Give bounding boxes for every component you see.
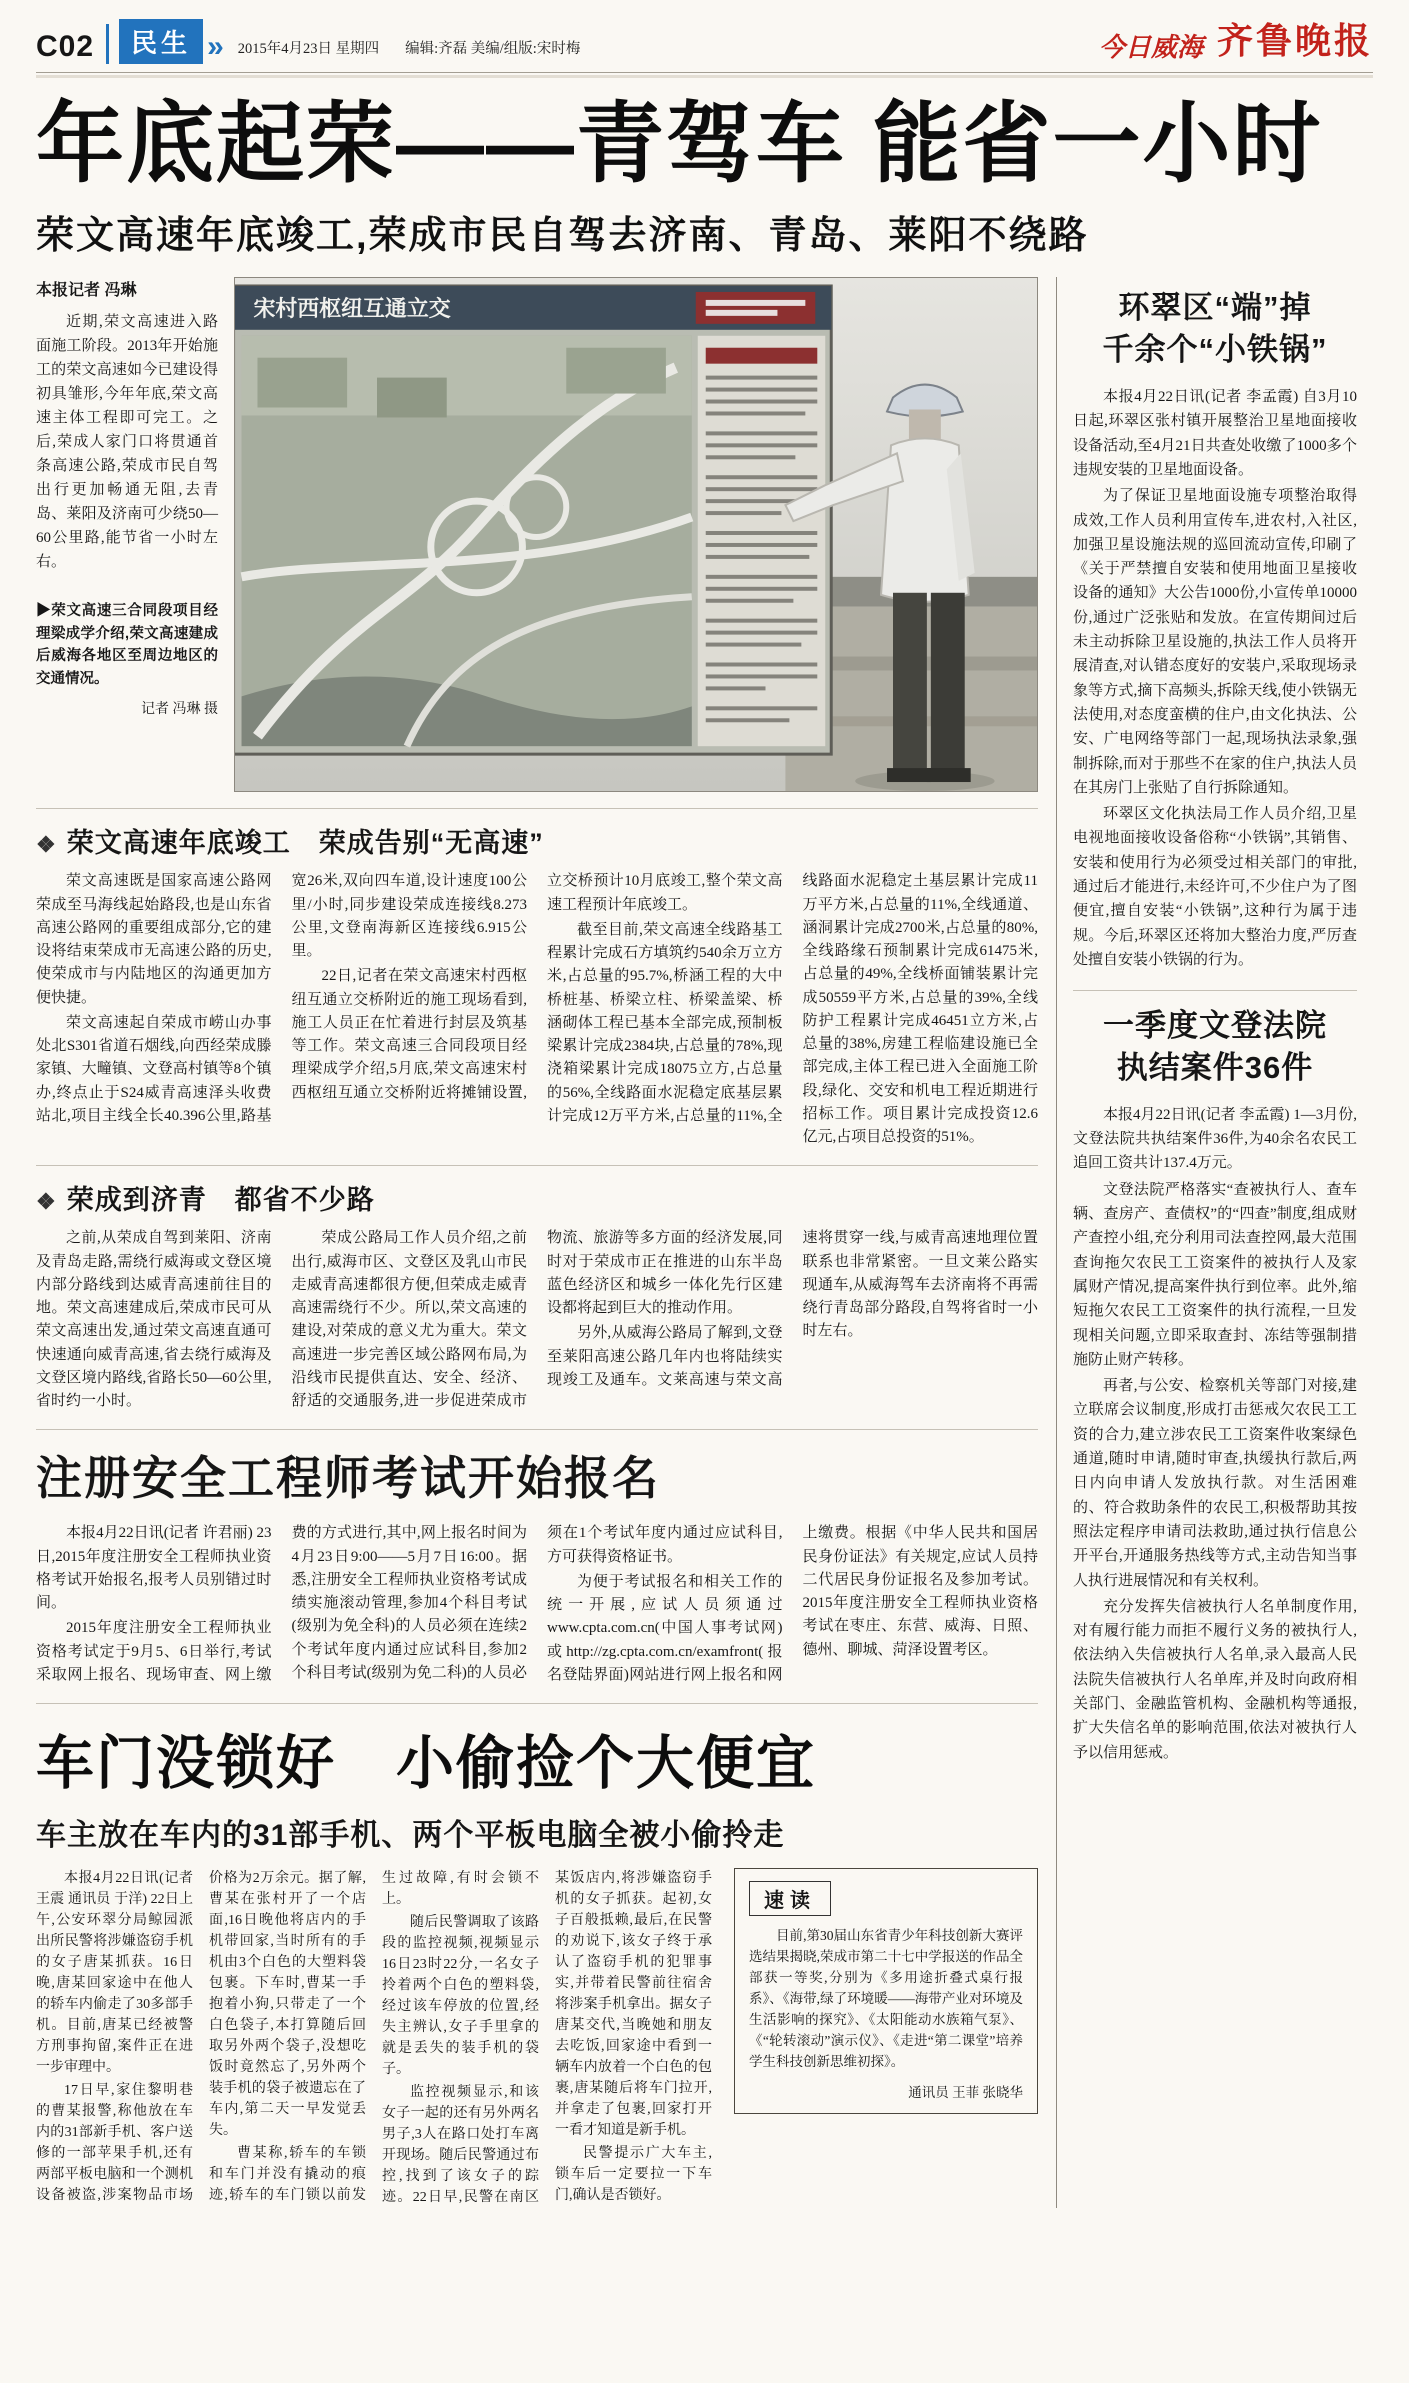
lead-photo-illustration — [235, 278, 1037, 791]
section-title: 注册安全工程师考试开始报名 — [36, 1452, 660, 1505]
lead-intro: 近期,荣文高速进入路面施工阶段。2013年开始施工的荣文高速如今已建设得初具雏形,今年年底,荣文高速主体工程即可完工。之后,荣成人家门口将贯通首条高速公路,荣成市民自驾出行更加畅通无阻,去青岛、莱阳及济南可少绕50—60公里路,能节省一小时左右。 — [36, 314, 218, 571]
section-body — [36, 1522, 1038, 1687]
body-paragraph: 17日早,家住黎明巷的曹某报警,称他放在车内的31部新手机、客户送修的一部苹果手机,还有两部平板电脑和一个测机设备被盗,涉案物品市场价格为2万余元。据了解,曹某在张村开了一个店面,16日晚他将店内的手机带回家,当时所有的手机由3个白色的大塑料袋包裹。下车时,曹某一手抱着小狗,只带走了一个白色袋子,本打算随后回取另外两个袋子,没想吃饭时竟然忘了,另外两个装手机的袋子被遗忘在了车内,第二天一早发觉丢失。 — [36, 1871, 366, 2204]
body-paragraph: 为了保证卫星地面设施专项整治取得成效,工作人员利用宣传车,进农村,入社区,加强卫星设施法规的巡回流动宣传,印刷了《关于严禁擅自安装和使用地面卫星接收设备的通知》大公告1000份,小宣传单10000份,通过广泛张贴和发放。在宣传期间过后未主动拆除卫星设施的,执法工作人员将开展清查,对认错态度好的安装户,采取现场录象等方式,摘下高频头,拆除天线,使小铁锅无法使用,对态度蛮横的住户,由文化执法、公安、广电网络等部门一起,现场执法录象,强制拆除,而对于那些不在家的住户,执法人员在其房门上张贴了自行拆除通知。 — [1073, 488, 1357, 796]
title-line: 一季度文登法院 — [1103, 1008, 1327, 1044]
body-paragraph: 再者,与公安、检察机关等部门对接,建立联席会议制度,形成打击惩戒欠农民工工资的合力,建立涉农民工工资案件收案绿色通道,随时申请,随时审查,执缓执行款后,两日内向申请人发放执行款。对生活困难的、符合救助条件的农民工,积极帮助其按照法定程序申请司法救助,通过执行信息公开平台,开通服务热线等方式,主动告知当事人执行进展情况和有关权利。 — [1073, 1378, 1357, 1589]
chevrons-icon: » — [207, 30, 224, 63]
body-paragraph: 本报4月22日讯(记者 王震 通讯员 于洋) 22日上午,公安环翠分局鲸园派出所民警将涉嫌盗窃手机的女子唐某抓获。16日晚,唐某回家途中在他人的轿车内偷走了30多部手机。目前,唐某已经被警方刑事拘留,案件正在进一步审理中。 — [36, 1871, 193, 2076]
billboard-label: 宋村西枢纽互通立交 — [253, 296, 451, 322]
section-divider — [36, 1703, 1038, 1704]
body-paragraph: 为便于考试报名和相关工作的统一开展,应试人员须通过www.cpta.com.cn(中国人事考试网)或http://zg.cpta.com.cn/examfront(报名登陆界面)网站进行网上报名和网上缴费。根据《中华人民共和国居民身份证法》有关规定,应试人员持二代居民身份证报名及参加考试。2015年度注册安全工程师执业资格考试在枣庄、东营、威海、日照、德州、聊城、菏泽设置考区。 — [547, 1525, 1038, 1683]
photo-billboard — [235, 286, 831, 754]
sidebar-article-title — [1073, 1005, 1357, 1089]
quick-read-body: 目前,第30届山东省青少年科技创新大赛评选结果揭晓,荣成市第二十七中学报送的作品全部获一等奖,分别为《多用途折叠式桌行报系》、《海带,绿了环境暖——海带产业对环境及生活影响的探究》、《太阳能动水族箱气泵》、《“轮转滚动”演示仪》、《走进“第二课堂”培养学生科技创新思维初探》。 — [749, 1928, 1023, 2069]
sidebar-column — [1056, 277, 1357, 2208]
section-highway-completion — [36, 821, 1038, 1149]
sidebar-article-satellite-dishes — [1073, 287, 1357, 972]
quick-read-signature: 通讯员 王菲 张晓华 — [908, 2084, 1023, 2100]
section-body-row — [36, 1868, 1038, 2208]
body-paragraph: 本报4月22日讯(记者 许君丽) 23日,2015年度注册安全工程师执业资格考试开始报名,报考人员别错过时间。 — [36, 1525, 272, 1612]
photo-caption: ▶荣文高速三合同段项目经理梁成学介绍,荣文高速建成后威海各地区至周边地区的交通情况。 — [36, 603, 218, 687]
brand — [1099, 13, 1373, 64]
lead-headline: 年底起荣——青驾车 能省一小时 — [36, 94, 1323, 193]
body-paragraph: 22日,记者在荣文高速宋村西枢纽互通立交桥附近的施工现场看到,施工人员正在忙着进行封层及筑基等工作。荣文高速三合同段项目经理梁成学介绍,5月底,荣文高速宋村西枢纽互通立交桥附近将摊铺设置,立交桥预计10月底竣工,整个荣文高速工程预计年底竣工。 — [291, 873, 783, 1101]
byline: 本报记者 冯琳 — [36, 282, 137, 300]
editors-credit: 编辑:齐磊 美编/组版:宋时梅 — [405, 41, 581, 57]
body-paragraph: 民警提示广大车主,锁车后一定要拉一下车门,确认是否锁好。 — [555, 2146, 712, 2204]
section-divider — [36, 1165, 1038, 1166]
masthead-rule-light — [36, 75, 1373, 78]
section-title: 车门没锁好 小偷捡个大便宜 — [36, 1731, 817, 1797]
section-marker-icon: ❖ — [36, 832, 57, 858]
sidebar-divider — [1073, 990, 1357, 991]
title-line: 环翠区“端”掉 — [1118, 290, 1312, 326]
section-marker-icon: ❖ — [36, 1189, 57, 1215]
section-shorter-route — [36, 1178, 1038, 1413]
body-paragraph: 荣成公路局工作人员介绍,之前出行,威海市区、文登区及乳山市民走威青高速都很方便,但荣成走威青高速需绕行不少。所以,荣文高速的建设,对荣成的意义尤为重大。荣文高速进一步完善区域公路网布局,为沿线市民提供直达、安全、经济、舒适的交通服务,进一步促进荣成市物流、旅游等多方面的经济发展,同时对于荣成市正在推进的山东半岛蓝色经济区和城乡一体化先行区建设都将起到巨大的推动作用。 — [291, 1230, 783, 1410]
masthead — [36, 12, 1373, 64]
lead-left-column — [36, 277, 218, 792]
lead-row — [36, 277, 1038, 792]
dateline: 2015年4月23日 星期四 — [237, 41, 380, 57]
section-body — [36, 870, 1038, 1149]
body-paragraph: 之前,从荣成自驾到莱阳、济南及青岛走路,需绕行威海或文登区境内部分路线到达威青高速前往目的地。荣文高速建成后,荣成市民可从荣文高速出发,通过荣文高速直通可快速通向威青高速,省去绕行威海及文登区境内路线,省路长50—60公里,省时约一小时。 — [36, 1230, 272, 1410]
section-body — [36, 1868, 712, 2208]
page-number: C02 — [36, 30, 95, 63]
masthead-rule — [36, 72, 1373, 73]
section-badge: 民生 — [119, 19, 203, 64]
body-paragraph: 环翠区文化执法局工作人员介绍,卫星电视地面接收设备俗称“小铁锅”,其销售、安装和使用行为必须受过相关部门的审批,通过后才能进行,未经许可,不少住户为了图便宜,擅自安装“小铁锅”,这种行为属于违规。今后,环翠区还将加大整治力度,严厉查处擅自安装小铁锅的行为。 — [1073, 806, 1357, 968]
section-body — [36, 1227, 1038, 1413]
body-paragraph: 文登法院严格落实“查被执行人、查车辆、查房产、查债权”的“四查”制度,组成财产查控小组,充分利用司法查控网,最大范围查询拖欠农民工工资案件的被执行人及家属财产情况,提高案件执行到位率。此外,缩短拖欠农民工工资案件的执行流程,一旦发现相关问题,立即采取查封、冻结等强制措施防止财产转移。 — [1073, 1181, 1357, 1368]
content-grid — [36, 277, 1373, 2208]
body-paragraph: 本报4月22日讯(记者 李孟霞) 1—3月份,文登法院共执结案件36件,为40余名农民工追回工资共计137.4万元。 — [1073, 1106, 1357, 1172]
lead-photo — [234, 277, 1038, 792]
section-title-text: 荣文高速年底竣工 荣成告别“无高速” — [66, 828, 544, 859]
photo-credit: 记者 冯琳 摄 — [141, 702, 218, 718]
quick-read-box — [734, 1868, 1038, 2113]
section-exam-registration — [36, 1442, 1038, 1687]
brand-qilu-evening-news: 齐鲁晚报 — [1216, 21, 1373, 61]
body-paragraph: 本报4月22日讯(记者 李孟霞) 自3月10日起,环翠区张村镇开展整治卫星地面接收设备活动,至4月21日共查处收缴了1000多个违规安装的卫星地面设备。 — [1073, 389, 1357, 478]
main-column — [36, 277, 1056, 2208]
body-paragraph: 2015年度注册安全工程师执业资格考试定于9月5、6日举行,考试采取网上报名、现场审查、网上缴费的方式进行,其中,网上报名时间为4月23日9:00——5月7日16:00。据悉,注册安全工程师执业资格考试成绩实施滚动管理,参加4个科目考试(级别为免全科)的人员必须在连续2个考试年度内通过应试科目,参加2个科目考试(级别为免二科)的人员必须在1个考试年度内通过应试科目,方可获得资格证书。 — [36, 1525, 783, 1683]
body-paragraph: 随后民警调取了该路段的监控视频,视频显示16日23时22分,一名女子拎着两个白色的塑料袋,经过该车停放的位置,经失主辨认,女子手里拿的就是丢失的装手机的袋子。 — [382, 1915, 539, 2078]
brand-today-weihai: 今日威海 — [1098, 32, 1203, 62]
body-paragraph: 另外,从威海公路局了解到,文登至莱阳高速公路几年内也将陆续实现竣工及通车。文莱高速与荣文高速将贯穿一线,与威青高速地理位置联系也非常紧密。一旦文莱公路实现通车,从威海驾车去济南将不再需绕行青岛部分路段,自驾将省时一小时左右。 — [547, 1230, 1038, 1388]
body-paragraph: 荣文高速既是国家高速公路网荣成至马海线起始路段,也是山东省高速公路网的重要组成部分,它的建设将结束荣成市无高速公路的历史,使荣成市与内陆地区的沟通更加方便快捷。 — [36, 873, 272, 1006]
body-paragraph: 充分发挥失信被执行人名单制度作用,对有履行能力而拒不履行义务的被执行人,依法纳入失信被执行人名单,录入最高人民法院失信被执行人名单库,并及时向政府相关部门、金融监管机构、金融机构等通报,扩大失信名单的影响范围,依法对被执行人予以信用惩戒。 — [1073, 1598, 1357, 1761]
section-divider — [36, 808, 1038, 809]
body-paragraph: 曹某称,轿车的车锁和车门并没有撬动的痕迹,轿车的车门锁以前发生过故障,有时会锁不上。 — [209, 1871, 539, 2204]
lead-subhead: 荣文高速年底竣工,荣成市民自驾去济南、青岛、莱阳不绕路 — [36, 215, 1089, 258]
title-line: 千余个“小铁锅” — [1102, 332, 1328, 368]
body-paragraph: 监控视频显示,和该女子一起的还有另外两名男子,3人在路口处打车离开现场。随后民警通过布控,找到了该女子的踪迹。22日早,民警在南区某饭店内,将涉嫌盗窃手机的女子抓获。起初,女子百般抵赖,最后,在民警的劝说下,该女子终于承认了盗窃手机的犯罪事实,并带着民警前往宿舍将涉案手机拿出。据女子唐某交代,当晚她和朋友去吃饭,回家途中看到一辆车内放着一个白色的包裹,唐某随后将车门拉开,并拿走了包裹,回家打开一看才知道是新手机。 — [382, 1871, 712, 2206]
section-divider — [36, 1429, 1038, 1430]
section-title — [36, 821, 1038, 860]
body-paragraph: 荣文高速起自荣成市崂山办事处北S301省道石烟线,向西经荣成滕家镇、大疃镇、文登高村镇等8个镇办,终点止于S24威青高速泽头收费站北,项目主线全长40.396公里,路基宽26米,双向四车道,设计速度100公里/小时,同步建设荣成连接线8.273公里,文登南海新区连接线6.915公里。 — [36, 873, 527, 1124]
sidebar-article-court-cases — [1073, 1005, 1357, 1765]
title-line: 执结案件36件 — [1116, 1050, 1314, 1086]
section-title-text: 荣成到济青 都省不少路 — [66, 1185, 375, 1216]
sidebar-article-title — [1073, 287, 1357, 371]
section-title — [36, 1178, 1038, 1217]
section-car-theft — [36, 1716, 1038, 2208]
body-paragraph: 截至目前,荣文高速全线路基工程累计完成石方填筑约540余万立方米,占总量的95.7%,桥涵工程的大中桥桩基、桥梁立柱、桥梁盖梁、桥涵砌体工程已基本全部完成,预制板梁累计完成2384块,占总量的78%,现浇箱梁累计完成18075立方,占总量的56%,全线路面水泥稳定底基层累计完成12万平方米,占总量的11%,全线路面水泥稳定土基层累计完成11万平方米,占总量的11%,全线通道、涵洞累计完成2700米,占总量的80%,全线路缘石预制累计完成61475米,占总量的49%,全线桥面铺装累计完成50559平方米,占总量的39%,全线防护工程累计完成46451立方米,占总量的38%,房建工程临建设施已全部完成,主体工程已进入全面施工阶段,绿化、交安和机电工程近期进行招标工作。项目累计完成投资12.6亿元,占项目总投资的51%。 — [547, 873, 1038, 1146]
section-subhead: 车主放在车内的31部手机、两个平板电脑全被小偷拎走 — [36, 1819, 785, 1853]
masthead-divider — [106, 24, 109, 64]
quick-read-label: 速读 — [749, 1881, 831, 1916]
